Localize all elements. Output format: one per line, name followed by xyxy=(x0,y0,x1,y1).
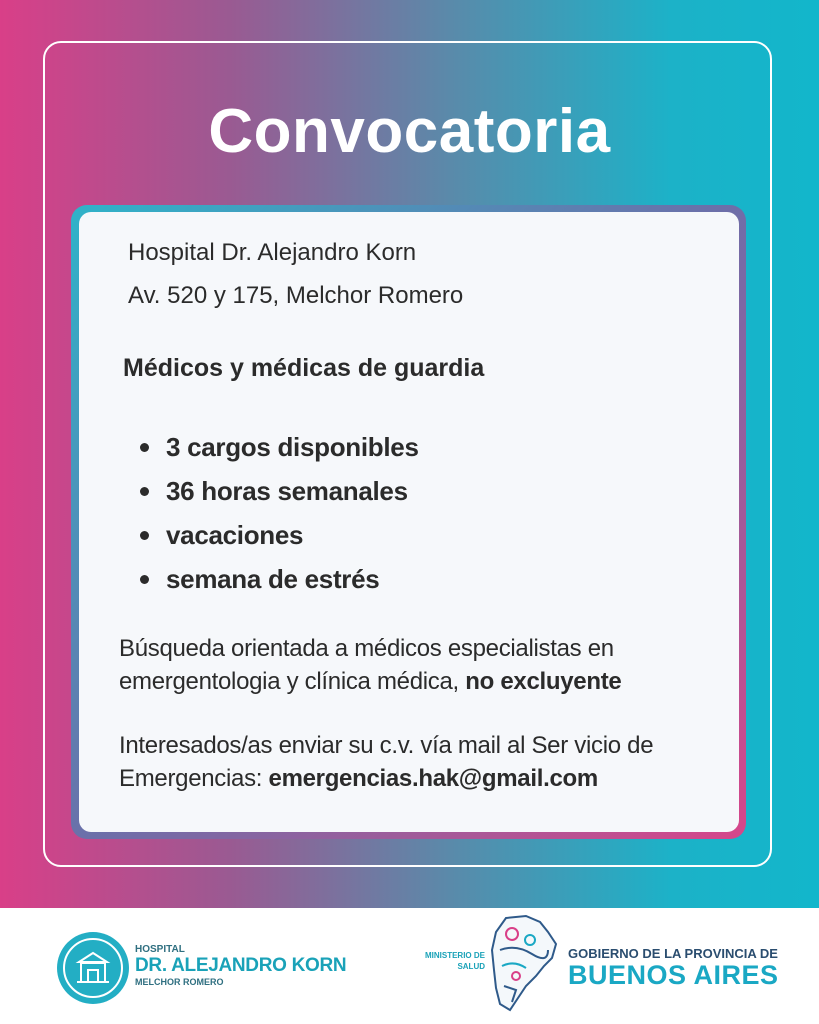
bullet-icon xyxy=(140,443,149,452)
benefits-list xyxy=(140,425,419,601)
list-item xyxy=(140,557,419,601)
poster-title: Convocatoria xyxy=(208,97,611,166)
contact-email: emergencias.hak@gmail.com xyxy=(268,765,598,792)
gov-line1: GOBIERNO DE LA PROVINCIA DE xyxy=(568,946,778,961)
gov-line2: BUENOS AIRES xyxy=(568,960,779,990)
hospital-logo-line2: DR. ALEJANDRO KORN xyxy=(135,955,347,976)
hospital-building-icon xyxy=(57,932,129,1004)
benefit-text: 36 horas semanales xyxy=(166,476,408,506)
province-map-icon xyxy=(486,914,562,1014)
bullet-icon xyxy=(140,487,149,496)
benefit-text: vacaciones xyxy=(166,520,304,550)
bullet-icon xyxy=(140,575,149,584)
hospital-name: Hospital Dr. Alejandro Korn xyxy=(128,239,417,266)
search-paragraph xyxy=(119,632,719,698)
contact-text: Interesados/as enviar su c.v. vía mail al Ser vicio de Emergencias: xyxy=(119,732,654,792)
role-heading: Médicos y médicas de guardia xyxy=(123,354,485,382)
hospital-logo-line3: MELCHOR ROMERO xyxy=(135,977,224,987)
benefit-text: semana de estrés xyxy=(166,564,380,594)
bullet-icon xyxy=(140,531,149,540)
hospital-address: Av. 520 y 175, Melchor Romero xyxy=(128,282,464,309)
search-text: Búsqueda orientada a médicos especialistas en emergentologia y clínica médica, xyxy=(119,635,614,695)
hospital-logo-line1: HOSPITAL xyxy=(135,944,185,955)
ministry-label: MINISTERIO DE SALUD xyxy=(424,951,485,971)
contact-paragraph xyxy=(119,729,719,795)
benefit-text: 3 cargos disponibles xyxy=(166,432,419,462)
list-item xyxy=(140,513,419,557)
search-bold: no excluyente xyxy=(465,668,622,695)
list-item xyxy=(140,425,419,469)
list-item xyxy=(140,469,419,513)
